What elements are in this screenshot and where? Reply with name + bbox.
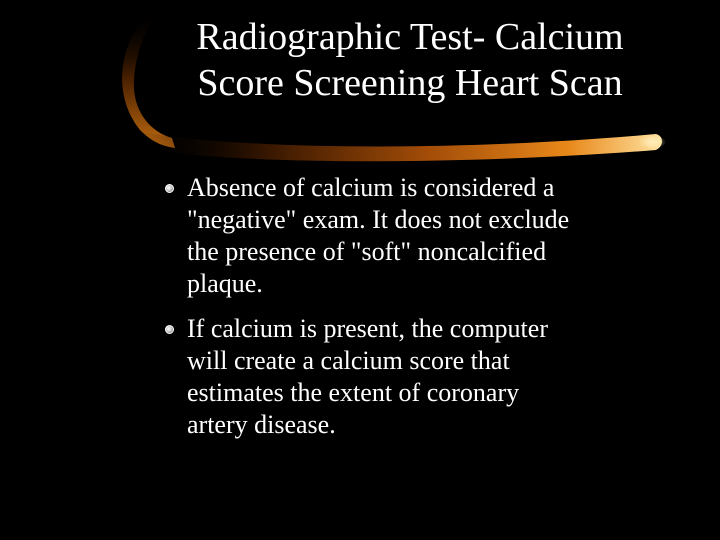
title-line-2: Score Screening Heart Scan <box>197 62 623 104</box>
bullet-line: plaque. <box>187 269 263 298</box>
sphere-bullet-icon <box>165 325 174 334</box>
bullet-line: Absence of calcium is considered a <box>187 173 555 202</box>
bullet-line: the presence of "soft" noncalcified <box>187 237 547 266</box>
bullet-line: "negative" exam. It does not exclude <box>187 205 570 234</box>
title-line-1: Radiographic Test- Calcium <box>196 16 624 58</box>
bullet-text <box>187 172 682 300</box>
slide-title <box>110 14 710 106</box>
bullet-item <box>162 172 682 300</box>
bullet-text <box>187 313 682 441</box>
bullet-line: estimates the extent of coronary <box>187 378 520 407</box>
bullet-item <box>162 313 682 441</box>
bullet-line: If calcium is present, the computer <box>187 314 548 343</box>
sphere-bullet-icon <box>165 184 174 193</box>
bullet-line: artery disease. <box>187 410 336 439</box>
bullet-list <box>162 172 682 454</box>
bullet-line: will create a calcium score that <box>187 346 510 375</box>
